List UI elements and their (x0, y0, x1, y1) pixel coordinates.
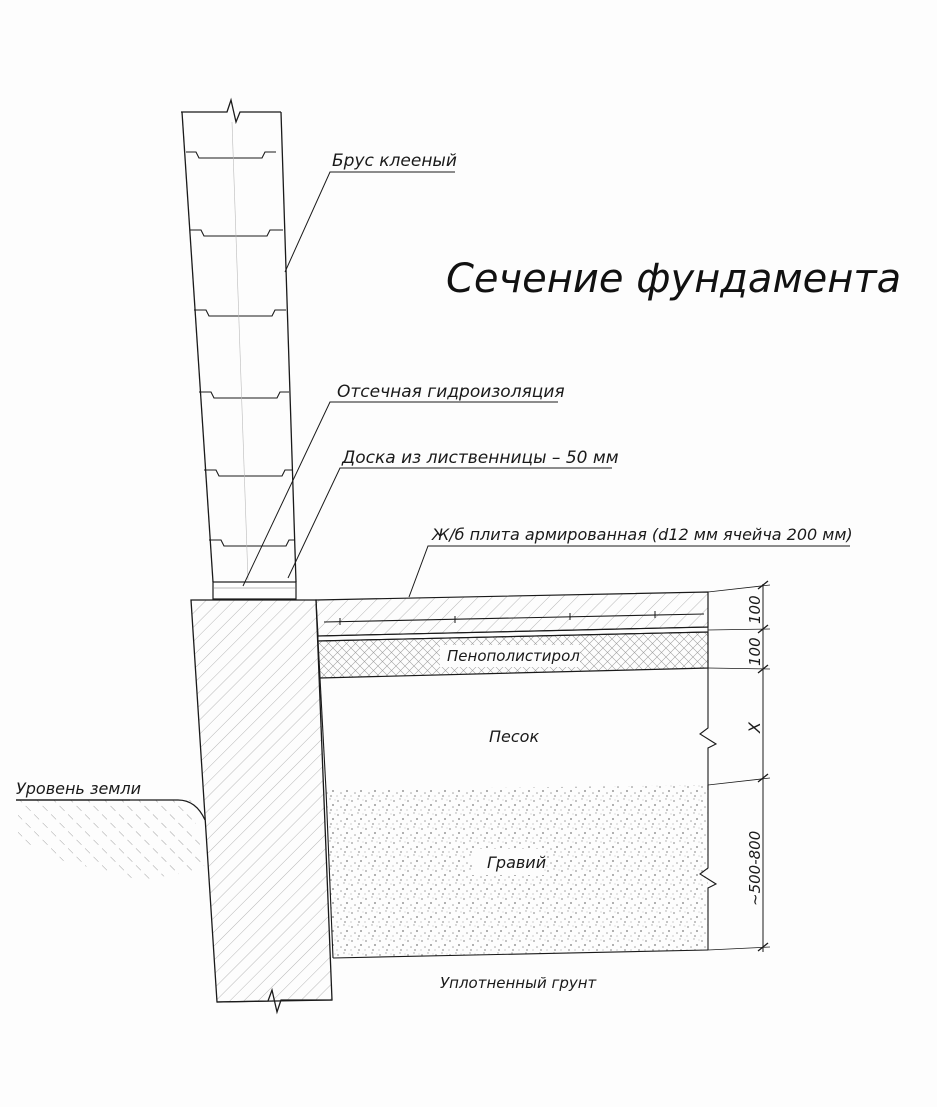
label-sand: Песок (489, 727, 540, 746)
label-cutoff-waterproofing: Отсечная гидроизоляция (337, 382, 565, 402)
label-rc-slab: Ж/б плита армированная (d12 мм ячейча 200 мм) (432, 525, 853, 544)
dim-gravel-layer: ~500-800 (746, 830, 764, 906)
label-polystyrene: Пенополистирол (447, 647, 580, 665)
larch-board (213, 582, 296, 599)
dim-slab: 100 (746, 595, 764, 624)
drawing-title: Сечение фундамента (446, 256, 902, 302)
leader-rc-slab (409, 546, 850, 597)
dim-sand-layer: X (745, 722, 764, 733)
label-compacted-soil: Уплотненный грунт (440, 974, 597, 992)
label-gravel: Гравий (487, 853, 547, 872)
strip-foundation (191, 600, 332, 1012)
dim-insulation: 100 (746, 637, 764, 666)
leader-glued-beam (285, 172, 455, 272)
ground-level (16, 800, 205, 880)
label-glued-beam: Брус клееный (332, 151, 457, 171)
leader-waterproofing (243, 402, 558, 586)
label-ground-level: Уровень земли (16, 779, 141, 798)
leader-larch-board (288, 468, 612, 578)
label-larch-board: Доска из лиственницы – 50 мм (342, 448, 619, 468)
